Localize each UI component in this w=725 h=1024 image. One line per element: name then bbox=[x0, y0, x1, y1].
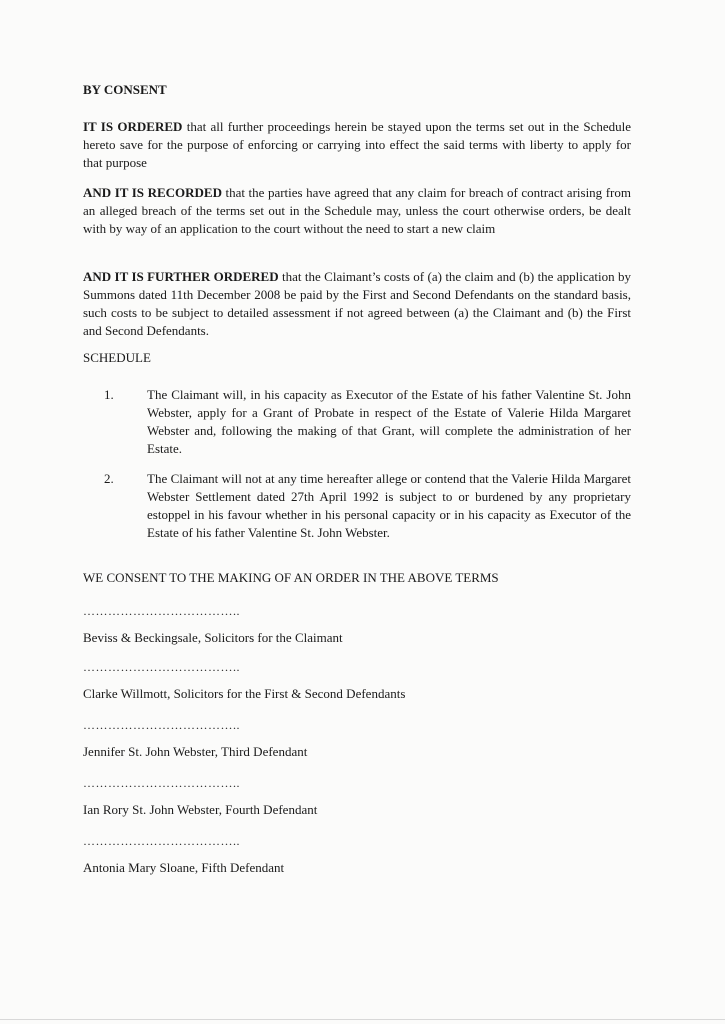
signature-line: ……………………………….. bbox=[83, 604, 240, 618]
recorded-lead: AND IT IS RECORDED bbox=[83, 185, 222, 200]
recorded-paragraph bbox=[83, 184, 631, 238]
costs-text: that the Claimant’s costs of (a) the claim and (b) the application by Summons dated 11th December 2008 be paid by the First and Second Defendants on the standard basis, such costs to be subject to detailed assessment if not agreed between (a) the Claimant and (b) the First and Second Defendants. bbox=[83, 269, 631, 338]
signatory-name: Jennifer St. John Webster, Third Defendant bbox=[83, 744, 308, 759]
order-paragraph bbox=[83, 118, 631, 172]
page-edge-rule bbox=[0, 1019, 725, 1020]
costs-lead: AND IT IS FURTHER ORDERED bbox=[83, 269, 279, 284]
costs-paragraph bbox=[83, 268, 631, 340]
signatory-name: Antonia Mary Sloane, Fifth Defendant bbox=[83, 860, 285, 875]
consent-statement: WE CONSENT TO THE MAKING OF AN ORDER IN THE ABOVE TERMS bbox=[83, 570, 499, 585]
signature-line: ……………………………….. bbox=[83, 834, 240, 848]
signature-line: ……………………………….. bbox=[83, 776, 240, 790]
signatory-name: Ian Rory St. John Webster, Fourth Defendant bbox=[83, 802, 318, 817]
document-heading: BY CONSENT bbox=[83, 82, 167, 97]
schedule-item-text: The Claimant will not at any time hereafter allege or contend that the Valerie Hilda Margaret Webster Settlement dated 27th April 1992 is subject to or burdened by any proprietary estoppel in his favour whether in his personal capacity or in his capacity as Executor of the Estate of his father Valentine St. John Webster. bbox=[147, 471, 631, 540]
recorded-text: that the parties have agreed that any claim for breach of contract arising from an alleged breach of the terms set out in the Schedule may, unless the court otherwise orders, be dealt with by way of an application to the court without the need to start a new claim bbox=[83, 185, 631, 236]
schedule-title: SCHEDULE bbox=[83, 350, 151, 365]
signatory-name: Beviss & Beckingsale, Solicitors for the Claimant bbox=[83, 630, 343, 645]
schedule-item-text: The Claimant will, in his capacity as Executor of the Estate of his father Valentine St. John Webster, apply for a Grant of Probate in respect of the Estate of Valerie Hilda Margaret Webster and, following the making of that Grant, will complete the administration of her Estate. bbox=[147, 387, 631, 456]
schedule-item-number: 1. bbox=[104, 387, 114, 402]
signature-line: ……………………………….. bbox=[83, 660, 240, 674]
schedule-item-number: 2. bbox=[104, 471, 114, 486]
signatory-name: Clarke Willmott, Solicitors for the First & Second Defendants bbox=[83, 686, 406, 701]
order-lead: IT IS ORDERED bbox=[83, 119, 183, 134]
order-text: that all further proceedings herein be stayed upon the terms set out in the Schedule hereto save for the purpose of enforcing or carrying into effect the said terms with liberty to apply for that purpose bbox=[83, 119, 632, 170]
signature-line: ……………………………….. bbox=[83, 718, 240, 732]
